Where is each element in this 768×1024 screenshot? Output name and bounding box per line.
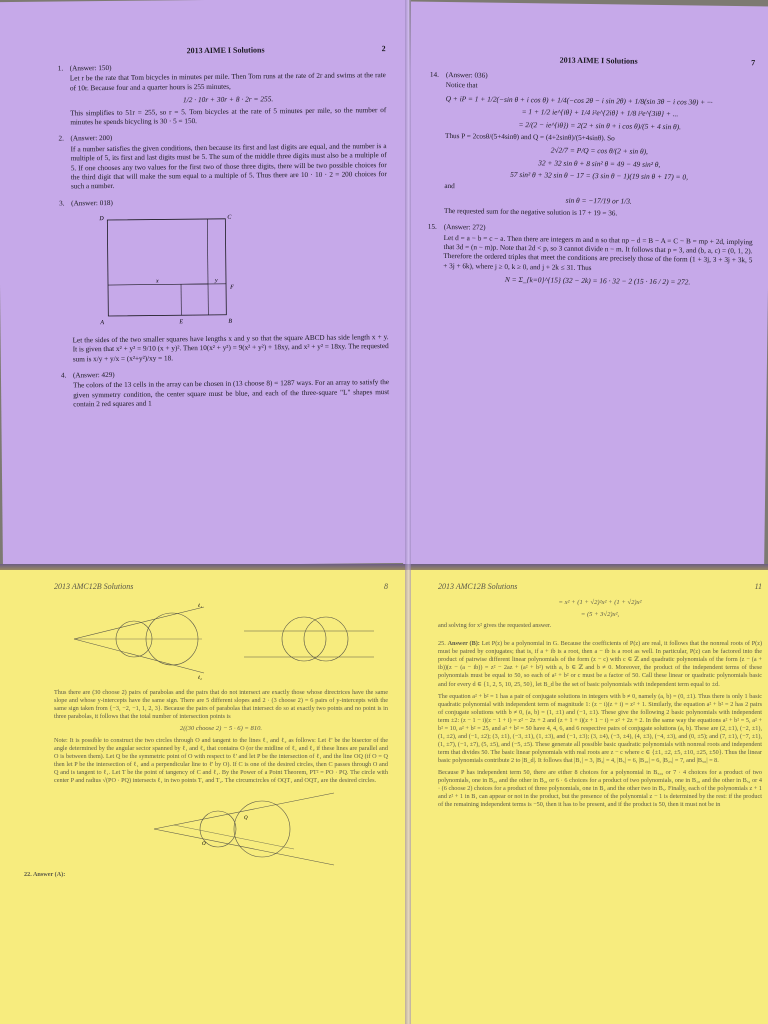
answer-label: 22. Answer (A): (24, 871, 66, 879)
solution-text: Let d = a − b = c − a. Then there are integers m and n so that np − d = B − A = C − B = mp + 2d, implying that 3d = (n − m)p. Note that 2d < p, so 3 cannot divide n − m. It follows that p = 3, and (b, a, c) = (0, 1, 2). Therefore the ordered triples that meet the conditions are precisely those of the form (1 + 3j, 3 + 3j + 3k, 5 + 3j + 6k), where j ≥ 0, k ≥ 0, and j + 2k ≤ 31. Thus (443, 233, 753, 272)
label-b: B (228, 318, 233, 325)
problem-number: 1. (57, 64, 64, 73)
paragraph: Because P has independent term 50, there are either 8 choices for a polynomial in B₅₀, or 7 · 4 choices for a product of two polynomials, one in B₂₅ and the other in B₂, or 6 · 6 choices for a product of two polynomials, one in B₁₀ and the other in B₅, or 4 · (6 choose 2) choices for a product of three polynomials, one in B₂ and the other two in B₅. Finally, each of the polynomials z + 1 and z² + 1 in B₁ can appear or not in the product, but the presence of the polynomial z − 1 is determined by the rest: if the product of the remaining independent terms is −50, then it has to be present, and if the product is 50, then it must not be in (438, 769, 762, 809)
problem-25 (438, 640, 762, 688)
answer-label: (Answer: 429) (72, 370, 115, 380)
tangent-circles-figure (54, 599, 374, 683)
problem-number: 4. (60, 371, 67, 380)
page-number: 11 (754, 582, 762, 591)
label-x: x (155, 278, 159, 285)
solution-text: and (444, 181, 455, 190)
solution-text: This simplifies to 51r = 255, so r = 5. Tom bicycles at the rate of 5 minutes per mile, so the number of minutes he spends bicycling is 30 · 5 = 150. (70, 105, 387, 127)
problem-15 (427, 222, 753, 288)
label-c: C (227, 214, 232, 221)
equation: 2√2/7 = P/Q = cos θ/(2 + sin θ), (550, 145, 649, 156)
problem-number: 15. (427, 222, 437, 232)
equation: = (5 + 3√2)x², (580, 610, 620, 618)
amc12b-page-11 (410, 570, 768, 1024)
answer-label: (Answer: 036) (445, 71, 488, 80)
problem-14 (429, 70, 755, 220)
amc12b-page-8 (0, 570, 410, 1024)
solution-text: The colors of the 13 cells in the array can be chosen in (13 choose 8) = 1287 ways. For an array to satisfy the given symmetry condition, the center square must be blue, and each of the three-square "L" shapes must contain 2 red squares and 1 (73, 378, 390, 409)
problem-2 (58, 132, 387, 192)
answer-label: (Answer: 018) (71, 198, 113, 207)
label-l2: ℓ₂ (198, 676, 202, 681)
equation: 2((30 choose 2) − 5 · 6) = 810. (179, 725, 263, 733)
label-o: O (202, 842, 206, 848)
solution-text-block (438, 599, 762, 809)
equation: 1/2 · 10r + 30r + 8 · 2r = 255. (182, 94, 274, 105)
page-header (70, 44, 386, 56)
solution-text: If a number satisfies the given conditions, then because its first and last digits are equal, and the number is a multiple of 5, its first and last digits must be 5. The sum of the middle three digits must also be a multiple of 5. If one chooses any two values for the first two of those three digits, there will be two possible choices for the third digit that will make the sum equal to a multiple of 5. Thus there are 10 · 10 · 2 = 200 choices for such a number. (70, 141, 387, 191)
page-number: 2 (381, 44, 386, 54)
equation: 32 + 32 sin θ + 8 sin² θ = 49 − 49 sin² θ, (538, 157, 661, 169)
equation: = 1 + 1/2 ie^{iθ} + 1/4 i²e^{2iθ} + 1/8 i³e^{3iθ} + ... (521, 107, 679, 119)
equation: Q + iP = 1 + 1/2(−sin θ + i cos θ) + 1/4(−cos 2θ − i sin 2θ) + 1/8(sin 3θ − i cos 3θ) + ··· (445, 93, 713, 107)
label-q: Q (244, 816, 248, 822)
equation: sin θ = −17/19 or 1/3. (565, 195, 632, 206)
paragraph: Note: It is possible to construct the two circles through O and tangent to the lines ℓ₁ and ℓ₂ as follows: Let ℓ' be the bisector of the angle determined by the angular sector spanned by ℓ₁ and ℓ₂ that contains O (or the midline of ℓ₁ and ℓ₂ if these lines are parallel and O is between them). Let Q be the symmetric point of O with respect to ℓ' and let P be the intersection of ℓ₁ and the line OQ (if O = Q then let P be the intersection of ℓ₁ and a perpendicular line to ℓ' by O). If C is one of the desired circles, then C passes through O and Q and is tangent to ℓ₁. Let T be the point of tangency of C and ℓ₁. By the Power of a Point Theorem, PT² = PO · PQ. The circle with center P and radius √(PO · PQ) intersects ℓ₁ in two points T₁ and T₂. The circumcircles of OQT₁ and OQT₂ are the desired circles. (54, 736, 388, 785)
header-title: 2013 AMC12B Solutions (54, 582, 134, 591)
paragraph: and solving for x² gives the requested answer. (438, 622, 552, 630)
header-title: 2013 AMC12B Solutions (438, 582, 518, 591)
paragraph: The equation a² + b² = 1 has a pair of conjugate solutions in integers with b ≠ 0, namely (a, b) = (0, ±1). Thus there is only 1 basic quadratic polynomial with independent term of magnitude 1: (z − i)(z + i) = z² + 1. Similarly, the equation a² + b² = 2 has 2 pairs of conjugate solutions with b ≠ 0, (a, b) = (1, ±1) and (−1, ±1). These give the following 2 basic polynomials with independent term ±2: (z − 1 − i)(z − 1 + i) = z² − 2z + 2 and (z + 1 + i)(z + 1 − i) = z² + 2z + 2. In the same way the equations a² + b² = 5, a² + b² = 10, a² + b² = 25, and a² + b² = 50 have 4, 4, 6, and 6 respective pairs of conjugate solutions (a, b). These are (2, ±1), (−2, ±1), (1, ±2), and (−1, ±2); (3, ±1), (−3, ±1), (1, ±3), and (−1, ±3); (3, ±4), (−3, ±4), (4, ±3), (−4, ±3), and (0, ±5); and (7, ±1), (−7, ±1), (1, ±7), (−1, ±7), (5, ±5), and (−5, ±5). These generate all possible basic quadratic polynomials with nonreal roots and independent term that divides 50. The basic linear polynomials with real roots are z − c where c ∈ {±1, ±2, ±5, ±10, ±25, ±50}. Thus the linear basic polynomials contribute 2 to |B_d|. It follows that |B₁| = 3, |B₂| = 4, |B₅| = 6, |B₁₀| = 6, |B₂₅| = 7, and |B₅₀| = 8. (438, 692, 762, 765)
solution-text: Let r be the rate that Tom bicycles in minutes per mile. Then Tom runs at the rate of 2r and swims at the rate of 10r. Because four and a quarter hours is 255 minutes, (69, 71, 386, 93)
equation: 57 sin² θ + 32 sin θ − 17 = (3 sin θ − 1)(19 sin θ + 17) = 0, (510, 170, 689, 182)
aime-page-2 (0, 0, 415, 567)
label-f: F (230, 284, 234, 291)
problem-22 (24, 871, 388, 879)
solution-text: Thus P = 2cosθ/(5+4sinθ) and Q = (4+2sinθ)/(5+4sinθ). So (445, 131, 615, 142)
answer-label: (Answer: 200) (70, 134, 113, 143)
solution-text: The requested sum for the negative solution is 17 + 19 = 36. (443, 206, 618, 218)
answer-label: Answer (B): (447, 640, 480, 648)
label-a: A (100, 320, 105, 327)
label-d: D (99, 216, 104, 223)
problem-number: 2. (58, 134, 64, 143)
label-y: y (214, 277, 218, 284)
equation: N = Σ_{k=0}^{15} (32 − 2k) = 16 · 32 − 2 (15 · 16 / 2) = 272. (504, 274, 691, 287)
problem-3 (59, 196, 389, 365)
page-header (438, 582, 762, 591)
paragraph: Thus there are (30 choose 2) pairs of parabolas and the pairs that do not intersect are exactly those whose directrices have the same slope and whose y-intercepts have the same sign. There are 5 different slopes and 2 · (3 choose 2) = 6 pairs of y-intercepts with the same sign taken from {−3, −2, −1, 1, 2, 3}. Because the pairs of parabolas that intersect do so at exactly two points and no point is in three parabolas, it follows that the total number of intersection points is (54, 689, 388, 721)
solution-text: Notice that (445, 81, 478, 90)
problem-number: 14. (429, 70, 439, 79)
header-title: 2013 AIME I Solutions (559, 55, 638, 66)
page-number: 8 (384, 582, 388, 591)
problem-number: 25. (438, 640, 446, 648)
page-header (446, 54, 755, 67)
equation: = 2/(2 − ie^{iθ}) = 2(2 + sin θ + i cos θ)/(5 + 4 sin θ). (518, 119, 682, 132)
square-figure (95, 211, 246, 331)
page-fold (405, 0, 411, 1024)
problem-number: 3. (59, 199, 65, 208)
label-l1: ℓ₁ (198, 604, 202, 609)
label-e: E (179, 319, 184, 326)
equation: = x² + (1 + √2)²x² + (1 + √2)x² (558, 599, 642, 606)
paragraph: Let P(z) be a polynomial in G. Because the coefficients of P(z) are real, it follows that the nonreal roots of P(z) must be paired by conjugates; that is, if a + ib is a root, then a − ib is a root as well. In particular, P(z) can be factored into the product of pairwise different linear polynomials of the form (z − c) with c ∈ ℤ and quadratic polynomials of the form (z − (a + ib))(z − (a − ib)) = z² − 2az + (a² + b²) with a, b ∈ ℤ and b ≠ 0. Moreover, the product of the independent terms of these polynomials must be equal to 50, so each of a² + b² or c must be a factor of 50. Call these linear or quadratic polynomials basic and for every d ∈ {1, 2, 5, 10, 25, 50}, let B_d be the set of basic polynomials with independent term equal to ±d. (438, 640, 763, 688)
answer-label: (Answer: 150) (69, 63, 112, 73)
page-header (54, 582, 388, 591)
aime-page-7 (403, 2, 768, 572)
problem-1 (57, 61, 387, 128)
construction-figure (144, 789, 344, 869)
solution-text-block (54, 689, 388, 785)
solution-text: Let the sides of the two smaller squares have lengths x and y so that the square ABCD has side length x + y. It is given that x² + y² = 9/10 (x + y)². Then 10(x² + y²) = 9(x² + y²) + 18xy, and x² + y² = 18xy. The requested sum is x/y + y/x = (x²+y²)/xy = 18. (72, 333, 389, 364)
problem-4 (60, 368, 390, 410)
page-number: 7 (751, 58, 756, 68)
header-title: 2013 AIME I Solutions (186, 45, 265, 56)
answer-label: (Answer: 272) (443, 223, 486, 232)
